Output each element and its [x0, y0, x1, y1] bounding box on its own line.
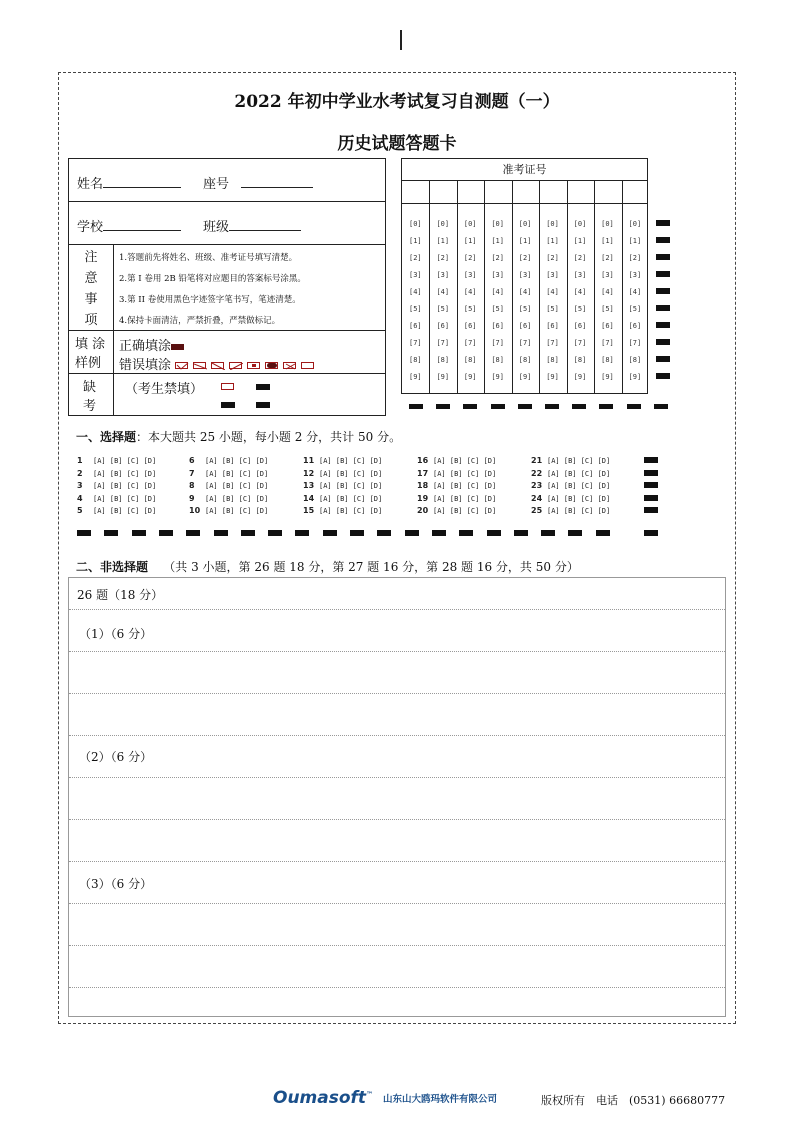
answer-options[interactable]: [A] [B] [C] [D] — [433, 482, 497, 490]
exam-digit-bubble[interactable]: [6] — [436, 322, 450, 330]
answer-options[interactable]: [A] [B] [C] [D] — [205, 482, 269, 490]
exam-digit-bubble[interactable]: [6] — [463, 322, 477, 330]
timing-mark — [596, 530, 610, 536]
mc-question-19[interactable] — [417, 494, 496, 503]
exam-digit-bubble[interactable]: [0] — [546, 220, 559, 228]
question-number: 24 — [531, 493, 543, 503]
exam-digit-bubble[interactable]: [8] — [518, 356, 532, 364]
exam-digit-bubble[interactable]: [7] — [628, 339, 642, 347]
fill-sample-label: 填 涂 样例 — [75, 337, 106, 371]
mc-question-22[interactable] — [531, 469, 610, 478]
answer-options[interactable]: [A] [B] [C] [D] — [93, 469, 157, 478]
exam-digit-bubble[interactable]: [1] — [491, 237, 504, 245]
exam-digit-bubble[interactable]: [1] — [546, 237, 559, 245]
exam-digit-bubble[interactable]: [1] — [518, 237, 532, 245]
exam-digit-bubble[interactable]: [9] — [409, 373, 422, 381]
timing-mark — [644, 530, 658, 536]
exam-digit-bubble[interactable]: [7] — [573, 339, 587, 347]
copyright-phone: 版权所有 电话 (0531) 66680777 — [541, 1094, 726, 1107]
exam-digit-bubble[interactable]: [9] — [518, 373, 532, 381]
timing-mark — [463, 404, 477, 409]
timing-mark — [644, 507, 658, 513]
exam-digit-bubble[interactable]: [6] — [491, 322, 504, 330]
timing-mark — [654, 404, 668, 409]
exam-digit-bubble[interactable]: [2] — [436, 254, 450, 262]
class-field[interactable]: 班级 — [203, 216, 301, 235]
seat-field[interactable]: 座号 — [203, 173, 313, 192]
exam-digit-bubble[interactable]: [7] — [491, 339, 504, 347]
exam-digit-bubble[interactable]: [5] — [601, 305, 614, 313]
timing-mark — [350, 530, 364, 536]
question-number: 12 — [303, 468, 315, 478]
exam-digit-bubble[interactable]: [9] — [463, 373, 477, 381]
exam-digit-bubble[interactable]: [5] — [573, 305, 587, 313]
exam-title: 2022 年初中学业水考试复习自测题（一） — [234, 92, 560, 112]
mc-question-10[interactable] — [189, 506, 268, 515]
mc-question-11[interactable] — [303, 456, 382, 465]
mc-question-9[interactable] — [189, 494, 268, 503]
exam-digit-bubble[interactable]: [0] — [436, 220, 450, 228]
exam-digit-bubble[interactable]: [4] — [546, 288, 559, 296]
question-number: 19 — [417, 493, 429, 503]
exam-digit-bubble[interactable]: [8] — [463, 356, 477, 364]
timing-mark — [432, 530, 446, 536]
answer-options[interactable]: [A] [B] [C] [D] — [319, 494, 383, 503]
question-number: 13 — [303, 481, 315, 490]
question-number: 6 — [189, 456, 195, 465]
timing-mark — [104, 530, 118, 536]
question-number: 15 — [303, 506, 315, 515]
mc-question-8[interactable] — [189, 481, 268, 490]
wrong-mark-diagonal — [229, 362, 242, 369]
answer-options[interactable]: [A] [B] [C] [D] — [547, 494, 611, 503]
mc-question-4[interactable] — [77, 494, 156, 503]
timing-mark — [405, 530, 419, 536]
exam-digit-bubble[interactable]: [6] — [409, 322, 422, 330]
timing-mark — [627, 404, 641, 409]
timing-mark — [436, 404, 450, 409]
exam-digit-bubble[interactable]: [6] — [546, 322, 559, 330]
exam-digit-bubble[interactable]: [2] — [409, 254, 422, 262]
exam-digit-bubble[interactable]: [5] — [491, 305, 504, 313]
exam-digit-bubble[interactable]: [0] — [628, 220, 642, 228]
exam-digit-bubble[interactable]: [4] — [409, 288, 422, 296]
exam-digit-bubble[interactable]: [5] — [463, 305, 477, 313]
exam-digit-bubble[interactable]: [9] — [436, 373, 450, 381]
timing-mark — [656, 220, 670, 226]
timing-mark — [256, 402, 270, 408]
exam-digit-bubble[interactable]: [1] — [601, 237, 614, 245]
exam-digit-bubble[interactable]: [9] — [546, 373, 559, 381]
timing-mark — [656, 322, 670, 328]
mc-question-21[interactable] — [531, 456, 610, 465]
exam-digit-bubble[interactable]: [7] — [463, 339, 477, 347]
timing-mark — [221, 402, 235, 408]
mc-question-1[interactable] — [77, 456, 156, 465]
question-number: 7 — [189, 468, 195, 478]
exam-digit-bubble[interactable]: [4] — [491, 288, 504, 296]
question-number: 5 — [77, 506, 83, 515]
mc-question-5[interactable] — [77, 506, 156, 515]
timing-mark — [186, 530, 200, 536]
q26-part3-label: （3）（6 分） — [79, 877, 153, 891]
exam-digit-bubble[interactable]: [1] — [573, 237, 587, 245]
mc-question-23[interactable] — [531, 481, 610, 490]
answer-options[interactable]: [A] [B] [C] [D] — [433, 469, 497, 478]
exam-digit-bubble[interactable]: [0] — [409, 220, 422, 228]
exam-digit-bubble[interactable]: [0] — [491, 220, 504, 228]
exam-digit-bubble[interactable]: [1] — [436, 237, 450, 245]
exam-digit-bubble[interactable]: [4] — [601, 288, 614, 296]
question-number: 8 — [189, 481, 195, 490]
q26-part1-label: （1）（6 分） — [79, 627, 153, 641]
question-number: 3 — [77, 481, 83, 490]
school-field[interactable]: 学校 — [77, 216, 181, 235]
company-name: 山东山大鸥玛软件有限公司 — [383, 1094, 498, 1105]
exam-digit-bubble[interactable]: [9] — [491, 373, 504, 381]
exam-number-title: 准考证号 — [402, 159, 647, 181]
exam-digit-bubble[interactable]: [3] — [601, 271, 614, 279]
mc-question-18[interactable] — [417, 481, 496, 490]
mc-question-20[interactable] — [417, 506, 496, 515]
timing-mark — [656, 356, 670, 362]
exam-digit-bubble[interactable]: [2] — [628, 254, 642, 262]
mc-question-13[interactable] — [303, 481, 382, 490]
timing-mark — [132, 530, 146, 536]
question-number: 14 — [303, 493, 315, 503]
timing-mark — [656, 271, 670, 277]
section1-heading: 一、选择题：本大题共 25 小题，每小题 2 分，共计 50 分。 — [76, 430, 402, 444]
q26-part2-label: （2）（6 分） — [79, 750, 153, 764]
exam-digit-bubble[interactable]: [3] — [628, 271, 642, 279]
question-number: 23 — [531, 481, 543, 490]
answer-options[interactable]: [A] [B] [C] [D] — [433, 507, 497, 515]
mc-question-15[interactable] — [303, 506, 382, 515]
answer-options[interactable]: [A] [B] [C] [D] — [547, 507, 611, 515]
exam-digit-bubble[interactable]: [6] — [573, 322, 587, 330]
note-4: 4.保持卡面清洁，严禁折叠，严禁做标记。 — [119, 316, 281, 326]
exam-digit-bubble[interactable]: [3] — [573, 271, 587, 279]
exam-digit-bubble[interactable]: [5] — [436, 305, 450, 313]
answer-options[interactable]: [A] [B] [C] [D] — [547, 457, 611, 465]
exam-digit-bubble[interactable]: [1] — [463, 237, 477, 245]
timing-mark — [323, 530, 337, 536]
wrong-mark-cross — [283, 362, 296, 369]
timing-mark — [656, 237, 670, 243]
mc-question-3[interactable] — [77, 481, 156, 490]
exam-digit-bubble[interactable]: [2] — [601, 254, 614, 262]
exam-digit-bubble[interactable]: [7] — [409, 339, 422, 347]
exam-digit-bubble[interactable]: [5] — [518, 305, 532, 313]
exam-digit-bubble[interactable]: [8] — [573, 356, 587, 364]
wrong-mark-slash — [193, 362, 206, 369]
question-number: 1 — [77, 456, 83, 465]
timing-mark — [459, 530, 473, 536]
exam-digit-bubble[interactable]: [4] — [436, 288, 450, 296]
exam-digit-bubble[interactable]: [2] — [573, 254, 587, 262]
question-number: 17 — [417, 468, 429, 478]
exam-digit-bubble[interactable]: [3] — [518, 271, 532, 279]
exam-digit-bubble[interactable]: [8] — [628, 356, 642, 364]
answer-options[interactable]: [A] [B] [C] [D] — [93, 494, 157, 503]
exam-digit-bubble[interactable]: [8] — [546, 356, 559, 364]
wrong-mark-empty — [301, 362, 314, 369]
exam-digit-bubble[interactable]: [4] — [518, 288, 532, 296]
mc-question-7[interactable] — [189, 469, 268, 478]
timing-mark — [256, 384, 270, 390]
question-number: 10 — [189, 506, 201, 515]
exam-digit-bubble[interactable]: [0] — [601, 220, 614, 228]
timing-mark — [409, 404, 423, 409]
question-number: 22 — [531, 468, 543, 478]
question-number: 2 — [77, 468, 83, 478]
question-number: 21 — [531, 456, 543, 465]
answer-options[interactable]: [A] [B] [C] [D] — [547, 469, 611, 478]
student-info-box — [68, 158, 386, 416]
answer-options[interactable]: [A] [B] [C] [D] — [93, 507, 157, 515]
timing-mark — [518, 404, 532, 409]
exam-digit-bubble[interactable]: [4] — [463, 288, 477, 296]
note-3: 3.第 II 卷使用黑色字迹签字笔书写，笔迹清楚。 — [119, 295, 301, 305]
timing-mark — [545, 404, 559, 409]
exam-digit-bubble[interactable]: [7] — [546, 339, 559, 347]
timing-mark — [541, 530, 555, 536]
answer-options[interactable]: [A] [B] [C] [D] — [547, 482, 611, 490]
oumasoft-logo: Oumasoft™ — [273, 1088, 374, 1108]
exam-digit-bubble[interactable]: [3] — [463, 271, 477, 279]
timing-mark — [599, 404, 613, 409]
timing-mark — [656, 373, 670, 379]
cut-mark — [400, 30, 402, 50]
exam-digit-bubble[interactable]: [6] — [601, 322, 614, 330]
timing-mark — [295, 530, 309, 536]
answer-options[interactable]: [A] [B] [C] [D] — [205, 469, 269, 478]
answer-options[interactable]: [A] [B] [C] [D] — [319, 457, 383, 465]
timing-mark — [656, 339, 670, 345]
exam-digit-bubble[interactable]: [3] — [546, 271, 559, 279]
timing-mark — [568, 530, 582, 536]
question-number: 9 — [189, 493, 195, 503]
timing-mark — [572, 404, 586, 409]
exam-number-grid — [401, 158, 648, 394]
exam-digit-bubble[interactable]: [8] — [601, 356, 614, 364]
exam-digit-bubble[interactable]: [0] — [463, 220, 477, 228]
exam-digit-bubble[interactable]: [9] — [601, 373, 614, 381]
wrong-mark-check — [175, 362, 188, 369]
question-number: 16 — [417, 456, 429, 465]
timing-mark — [377, 530, 391, 536]
question-number: 18 — [417, 481, 429, 490]
exam-digit-bubble[interactable]: [7] — [601, 339, 614, 347]
correct-fill-mark — [171, 344, 184, 350]
exam-digit-bubble[interactable]: [0] — [518, 220, 532, 228]
exam-digit-bubble[interactable]: [8] — [491, 356, 504, 364]
timing-mark — [656, 288, 670, 294]
mc-question-24[interactable] — [531, 494, 610, 503]
answer-options[interactable]: [A] [B] [C] [D] — [93, 457, 157, 465]
timing-mark — [77, 530, 91, 536]
question-number: 11 — [303, 456, 315, 465]
question-number: 20 — [417, 506, 429, 515]
wrong-mark-half — [265, 362, 278, 369]
timing-mark — [644, 470, 658, 476]
timing-mark — [487, 530, 501, 536]
mc-question-17[interactable] — [417, 469, 496, 478]
note-1: 1.答题前先将姓名、班级、准考证号填写清楚。 — [119, 253, 298, 263]
wrong-fill-sample: 错误填涂 — [119, 354, 319, 373]
absent-note: （考生禁填） — [125, 382, 204, 397]
timing-mark — [514, 530, 528, 536]
exam-digit-bubble[interactable]: [1] — [628, 237, 642, 245]
note-2: 2.第 I 卷用 2B 铅笔将对应题目的答案标号涂黑。 — [119, 274, 306, 284]
answer-options[interactable]: [A] [B] [C] [D] — [205, 457, 269, 465]
exam-digit-bubble[interactable]: [3] — [491, 271, 504, 279]
timing-mark — [644, 457, 658, 463]
exam-digit-bubble[interactable]: [8] — [436, 356, 450, 364]
timing-mark — [214, 530, 228, 536]
mc-question-16[interactable] — [417, 456, 496, 465]
exam-digit-bubble[interactable]: [7] — [518, 339, 532, 347]
exam-digit-bubble[interactable]: [2] — [491, 254, 504, 262]
question-number: 25 — [531, 506, 543, 515]
timing-mark — [656, 305, 670, 311]
timing-mark — [491, 404, 505, 409]
exam-digit-bubble[interactable]: [5] — [409, 305, 422, 313]
exam-digit-bubble[interactable]: [5] — [546, 305, 559, 313]
exam-digit-bubble[interactable]: [0] — [573, 220, 587, 228]
answer-options[interactable]: [A] [B] [C] [D] — [319, 482, 383, 490]
question-number: 4 — [77, 493, 83, 503]
mc-question-14[interactable] — [303, 494, 382, 503]
wrong-mark-backslash — [211, 362, 224, 369]
answer-options[interactable]: [A] [B] [C] [D] — [433, 457, 497, 465]
answer-options[interactable]: [A] [B] [C] [D] — [93, 482, 157, 490]
exam-digit-bubble[interactable]: [6] — [628, 322, 642, 330]
exam-digit-bubble[interactable]: [6] — [518, 322, 532, 330]
exam-digit-bubble[interactable]: [3] — [436, 271, 450, 279]
mc-question-6[interactable] — [189, 456, 268, 465]
exam-digit-bubble[interactable]: [4] — [573, 288, 587, 296]
exam-digit-bubble[interactable]: [3] — [409, 271, 422, 279]
mc-question-2[interactable] — [77, 469, 156, 478]
exam-digit-bubble[interactable]: [7] — [436, 339, 450, 347]
answer-options[interactable]: [A] [B] [C] [D] — [319, 507, 383, 515]
section2-heading: 二、非选择题 （共 3 小题，第 26 题 18 分，第 27 题 16 分，第 28 题 16 分，共 50 分） — [76, 560, 579, 574]
exam-digit-bubble[interactable]: [4] — [628, 288, 642, 296]
name-field[interactable]: 姓名 — [77, 173, 181, 192]
answer-options[interactable]: [A] [B] [C] [D] — [205, 494, 269, 503]
timing-mark — [241, 530, 255, 536]
exam-digit-bubble[interactable]: [2] — [463, 254, 477, 262]
answer-area-q26[interactable] — [68, 577, 726, 1017]
exam-digit-bubble[interactable]: [9] — [628, 373, 642, 381]
timing-mark — [644, 482, 658, 488]
answer-options[interactable]: [A] [B] [C] [D] — [319, 469, 383, 478]
exam-digit-bubble[interactable]: [2] — [546, 254, 559, 262]
exam-digit-bubble[interactable]: [5] — [628, 305, 642, 313]
exam-digit-bubble[interactable]: [2] — [518, 254, 532, 262]
absent-fill-box[interactable] — [221, 383, 234, 390]
timing-mark — [268, 530, 282, 536]
mc-question-25[interactable] — [531, 506, 610, 515]
answer-options[interactable]: [A] [B] [C] [D] — [205, 507, 269, 515]
notes-label: 注 意 事 项 — [84, 250, 98, 328]
timing-mark — [644, 495, 658, 501]
timing-mark — [159, 530, 173, 536]
card-subtitle: 历史试题答题卡 — [337, 134, 457, 154]
exam-digit-bubble[interactable]: [9] — [573, 373, 587, 381]
mc-question-12[interactable] — [303, 469, 382, 478]
absent-label: 缺 考 — [83, 380, 97, 414]
timing-mark — [656, 254, 670, 260]
q26-label: 26 题（18 分） — [77, 588, 164, 602]
correct-fill-sample: 正确填涂 — [119, 335, 184, 354]
exam-digit-bubble[interactable]: [8] — [409, 356, 422, 364]
exam-digit-bubble[interactable]: [1] — [409, 237, 422, 245]
answer-options[interactable]: [A] [B] [C] [D] — [433, 494, 497, 503]
wrong-mark-dot — [247, 362, 260, 369]
